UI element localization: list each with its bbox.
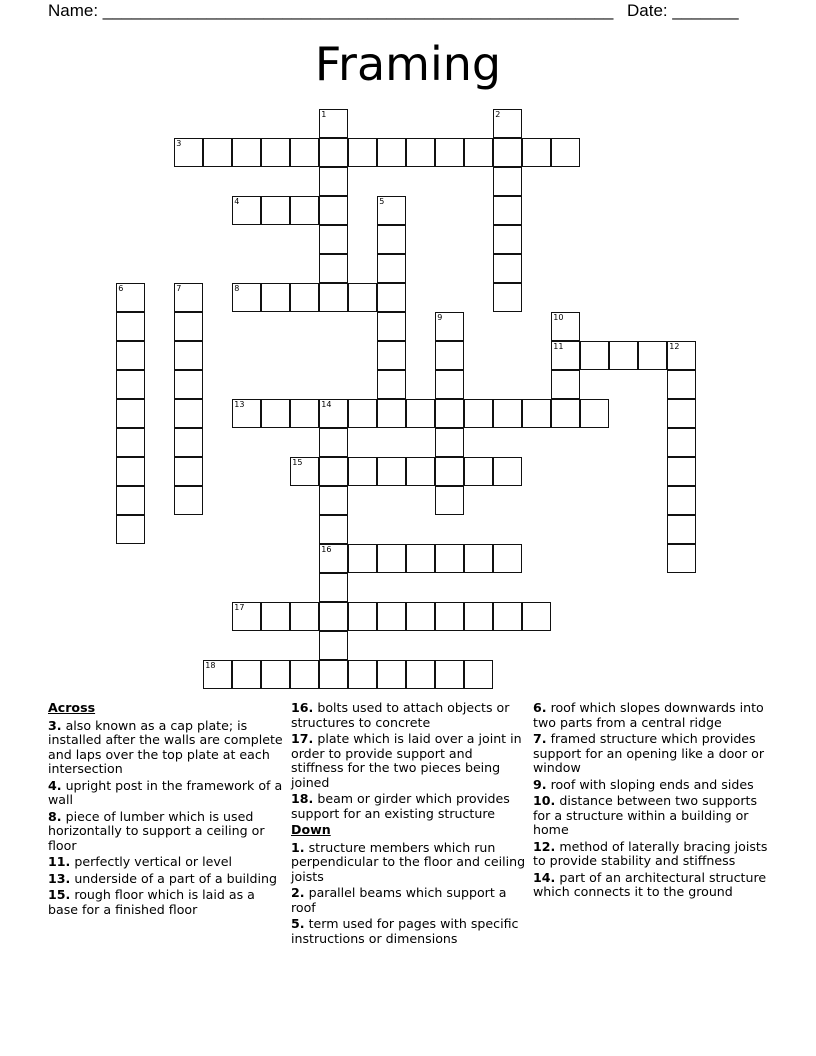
clue-number: 5.	[291, 916, 305, 931]
grid-cell[interactable]	[464, 544, 493, 573]
grid-cell[interactable]	[435, 138, 464, 167]
across-heading: Across	[48, 700, 96, 715]
grid-cell[interactable]	[464, 399, 493, 428]
grid-cell[interactable]	[493, 196, 522, 225]
grid-cell[interactable]	[377, 341, 406, 370]
clue-down-1	[291, 841, 529, 885]
clue-number: 15.	[48, 887, 71, 902]
clue-text: underside of a part of a building	[74, 870, 278, 886]
clue-text: parallel beams which support a roof	[291, 885, 507, 915]
grid-cell[interactable]	[319, 573, 348, 602]
grid-cell[interactable]	[319, 138, 348, 167]
clue-across-13	[48, 872, 286, 887]
cell-number: 4	[234, 197, 240, 207]
page-title: Framing	[314, 37, 502, 91]
grid-cell[interactable]	[232, 138, 261, 167]
clue-text: also known as a cap plate; is installed after the walls are complete and laps over the top plate at each intersection	[48, 717, 283, 776]
clue-across-15	[48, 888, 286, 917]
grid-cell[interactable]	[377, 254, 406, 283]
grid-cell[interactable]	[261, 138, 290, 167]
clue-down-2	[291, 886, 529, 915]
grid-cell[interactable]	[377, 196, 406, 225]
clue-text: term used for pages with specific instructions or dimensions	[291, 916, 519, 946]
clue-number: 18.	[291, 791, 314, 806]
grid-cell[interactable]	[551, 138, 580, 167]
grid-cell[interactable]	[377, 544, 406, 573]
grid-cell[interactable]	[319, 515, 348, 544]
clue-text: beam or girder which provides support for an existing structure	[291, 791, 510, 821]
grid-cell[interactable]	[348, 602, 377, 631]
grid-cell[interactable]	[174, 138, 203, 167]
clue-number: 6.	[533, 700, 547, 715]
grid-cell[interactable]	[290, 138, 319, 167]
clue-text: method of laterally bracing joists to provide stability and stiffness	[533, 838, 768, 868]
clue-number: 1.	[291, 839, 305, 855]
grid-cell[interactable]	[290, 283, 319, 312]
clue-down-10	[533, 794, 773, 838]
grid-cell[interactable]	[319, 602, 348, 631]
grid-cell[interactable]	[377, 312, 406, 341]
clue-across-4	[48, 779, 286, 808]
grid-cell[interactable]	[377, 225, 406, 254]
grid-cell[interactable]	[435, 428, 464, 457]
grid-cell[interactable]	[493, 457, 522, 486]
grid-cell[interactable]	[435, 544, 464, 573]
clue-across-16	[291, 701, 529, 730]
grid-cell[interactable]	[232, 660, 261, 689]
grid-cell[interactable]	[319, 399, 348, 428]
clue-down-6	[533, 701, 773, 730]
grid-cell[interactable]	[493, 225, 522, 254]
grid-cell[interactable]	[551, 341, 580, 370]
grid-cell[interactable]	[435, 341, 464, 370]
clue-number: 17.	[291, 731, 314, 746]
cell-number: 14	[321, 400, 332, 410]
clue-text: roof with sloping ends and sides	[550, 776, 754, 792]
grid-cell[interactable]	[493, 283, 522, 312]
grid-cell[interactable]	[174, 399, 203, 428]
grid-cell[interactable]	[551, 370, 580, 399]
clue-number: 9.	[533, 776, 547, 792]
grid-cell[interactable]	[174, 370, 203, 399]
cell-number: 18	[205, 661, 216, 671]
grid-cell[interactable]	[116, 515, 145, 544]
grid-cell[interactable]	[464, 138, 493, 167]
cell-number: 5	[379, 197, 385, 207]
grid-cell[interactable]	[116, 457, 145, 486]
clue-number: 3.	[48, 717, 62, 733]
clue-down-5	[291, 917, 529, 946]
grid-cell[interactable]	[116, 399, 145, 428]
grid-cell[interactable]	[493, 109, 522, 138]
grid-cell[interactable]	[580, 399, 609, 428]
grid-cell[interactable]	[377, 399, 406, 428]
grid-cell[interactable]	[174, 486, 203, 515]
grid-cell[interactable]	[435, 660, 464, 689]
grid-cell[interactable]	[493, 138, 522, 167]
grid-cell[interactable]	[116, 312, 145, 341]
cell-number: 1	[321, 110, 327, 120]
grid-cell[interactable]	[522, 602, 551, 631]
grid-cell[interactable]	[377, 283, 406, 312]
cell-number: 12	[669, 342, 680, 352]
clue-number: 2.	[291, 885, 305, 900]
grid-cell[interactable]	[174, 283, 203, 312]
grid-cell[interactable]	[377, 138, 406, 167]
grid-cell[interactable]	[522, 138, 551, 167]
grid-cell[interactable]	[174, 312, 203, 341]
grid-cell[interactable]	[667, 544, 696, 573]
grid-cell[interactable]	[377, 370, 406, 399]
grid-cell[interactable]	[406, 660, 435, 689]
clue-number: 4.	[48, 777, 62, 793]
grid-cell[interactable]	[406, 544, 435, 573]
grid-cell[interactable]	[116, 486, 145, 515]
grid-cell[interactable]	[377, 457, 406, 486]
grid-cell[interactable]	[580, 341, 609, 370]
clue-number: 14.	[533, 869, 556, 885]
clue-down-9	[533, 778, 773, 793]
clue-number: 16.	[291, 700, 314, 715]
grid-cell[interactable]	[261, 196, 290, 225]
clue-text: rough floor which is laid as a base for a finished floor	[48, 887, 255, 917]
grid-cell[interactable]	[261, 283, 290, 312]
clue-text: structure members which run perpendicular to the floor and ceiling joists	[291, 839, 526, 884]
grid-cell[interactable]	[174, 428, 203, 457]
grid-cell[interactable]	[435, 399, 464, 428]
grid-cell[interactable]	[551, 312, 580, 341]
grid-cell[interactable]	[203, 138, 232, 167]
grid-cell[interactable]	[290, 660, 319, 689]
clues-column-2	[291, 701, 529, 948]
grid-cell[interactable]	[116, 428, 145, 457]
clue-across-3	[48, 719, 286, 777]
grid-cell[interactable]	[522, 399, 551, 428]
grid-cell[interactable]	[174, 457, 203, 486]
cell-number: 11	[553, 342, 564, 352]
grid-cell[interactable]	[667, 486, 696, 515]
cell-number: 10	[553, 313, 564, 323]
clue-down-12	[533, 840, 773, 869]
grid-cell[interactable]	[435, 457, 464, 486]
grid-cell[interactable]	[319, 196, 348, 225]
grid-cell[interactable]	[348, 283, 377, 312]
grid-cell[interactable]	[406, 138, 435, 167]
clue-text: bolts used to attach objects or structures to concrete	[291, 700, 510, 730]
grid-cell[interactable]	[551, 399, 580, 428]
grid-cell[interactable]	[319, 457, 348, 486]
clue-across-17	[291, 732, 529, 790]
clue-text: part of an architectural structure which connects it to the ground	[533, 869, 767, 899]
clue-number: 11.	[48, 854, 71, 869]
clues-column-1	[48, 701, 286, 919]
clues-column-3	[533, 701, 773, 902]
grid-cell[interactable]	[232, 399, 261, 428]
grid-cell[interactable]	[435, 370, 464, 399]
grid-cell[interactable]	[348, 457, 377, 486]
cell-number: 9	[437, 313, 443, 323]
grid-cell[interactable]	[435, 486, 464, 515]
clue-text: roof which slopes downwards into two parts from a central ridge	[533, 700, 764, 730]
cell-number: 13	[234, 400, 245, 410]
clue-number: 7.	[533, 731, 547, 746]
grid-cell[interactable]	[203, 660, 232, 689]
clue-across-11	[48, 855, 286, 870]
clue-number: 10.	[533, 793, 556, 808]
down-heading: Down	[291, 822, 331, 837]
clue-down-14	[533, 871, 773, 900]
grid-cell[interactable]	[377, 660, 406, 689]
grid-cell[interactable]	[493, 254, 522, 283]
grid-cell[interactable]	[290, 196, 319, 225]
grid-cell[interactable]	[435, 312, 464, 341]
grid-cell[interactable]	[667, 428, 696, 457]
clue-text: plate which is laid over a joint in order to provide support and stiffness for the two pieces being joined	[291, 731, 522, 790]
clue-across-18	[291, 792, 529, 821]
cell-number: 7	[176, 284, 182, 294]
grid-cell[interactable]	[348, 138, 377, 167]
clue-text: piece of lumber which is used horizontally to support a ceiling or floor	[48, 808, 265, 853]
grid-cell[interactable]	[348, 660, 377, 689]
grid-cell[interactable]	[319, 486, 348, 515]
clue-text: upright post in the framework of a wall	[48, 777, 283, 807]
cell-number: 16	[321, 545, 332, 555]
clue-number: 8.	[48, 808, 62, 824]
clue-text: distance between two supports for a structure within a building or home	[533, 793, 758, 837]
grid-cell[interactable]	[232, 283, 261, 312]
grid-cell[interactable]	[348, 399, 377, 428]
grid-cell[interactable]	[261, 399, 290, 428]
grid-cell[interactable]	[348, 544, 377, 573]
grid-cell[interactable]	[232, 196, 261, 225]
grid-cell[interactable]	[667, 457, 696, 486]
clue-across-8	[48, 810, 286, 854]
cell-number: 2	[495, 110, 501, 120]
grid-cell[interactable]	[319, 283, 348, 312]
grid-cell[interactable]	[638, 341, 667, 370]
clue-number: 13.	[48, 870, 71, 886]
grid-cell[interactable]	[464, 660, 493, 689]
grid-cell[interactable]	[319, 428, 348, 457]
grid-cell[interactable]	[435, 602, 464, 631]
grid-cell[interactable]	[493, 544, 522, 573]
grid-cell[interactable]	[232, 602, 261, 631]
grid-cell[interactable]	[116, 370, 145, 399]
clue-text: perfectly vertical or level	[74, 854, 233, 869]
grid-cell[interactable]	[319, 109, 348, 138]
grid-cell[interactable]	[319, 167, 348, 196]
date-field[interactable]: Date: _______	[627, 1, 739, 20]
grid-cell[interactable]	[319, 225, 348, 254]
grid-cell[interactable]	[667, 515, 696, 544]
cell-number: 6	[118, 284, 124, 294]
grid-cell[interactable]	[319, 631, 348, 660]
grid-cell[interactable]	[493, 399, 522, 428]
clue-down-7	[533, 732, 773, 776]
grid-cell[interactable]	[667, 341, 696, 370]
grid-cell[interactable]	[116, 341, 145, 370]
grid-cell[interactable]	[290, 602, 319, 631]
cell-number: 3	[176, 139, 182, 149]
grid-cell[interactable]	[493, 167, 522, 196]
grid-cell[interactable]	[290, 457, 319, 486]
grid-cell[interactable]	[377, 602, 406, 631]
grid-cell[interactable]	[290, 399, 319, 428]
grid-cell[interactable]	[174, 341, 203, 370]
clue-text: framed structure which provides support for an opening like a door or window	[533, 731, 765, 775]
grid-cell[interactable]	[464, 457, 493, 486]
grid-cell[interactable]	[464, 602, 493, 631]
grid-cell[interactable]	[667, 399, 696, 428]
clue-number: 12.	[533, 838, 556, 854]
grid-cell[interactable]	[116, 283, 145, 312]
grid-cell[interactable]	[261, 660, 290, 689]
grid-cell[interactable]	[319, 254, 348, 283]
cell-number: 8	[234, 284, 240, 294]
grid-cell[interactable]	[493, 602, 522, 631]
grid-cell[interactable]	[261, 602, 290, 631]
grid-cell[interactable]	[609, 341, 638, 370]
cell-number: 15	[292, 458, 303, 468]
grid-cell[interactable]	[319, 544, 348, 573]
name-field[interactable]: Name: ______________________________________________________	[48, 1, 614, 20]
crossword-grid	[117, 110, 717, 710]
grid-cell[interactable]	[319, 660, 348, 689]
cell-number: 17	[234, 603, 245, 613]
grid-cell[interactable]	[667, 370, 696, 399]
grid-cell[interactable]	[406, 399, 435, 428]
grid-cell[interactable]	[406, 457, 435, 486]
grid-cell[interactable]	[406, 602, 435, 631]
